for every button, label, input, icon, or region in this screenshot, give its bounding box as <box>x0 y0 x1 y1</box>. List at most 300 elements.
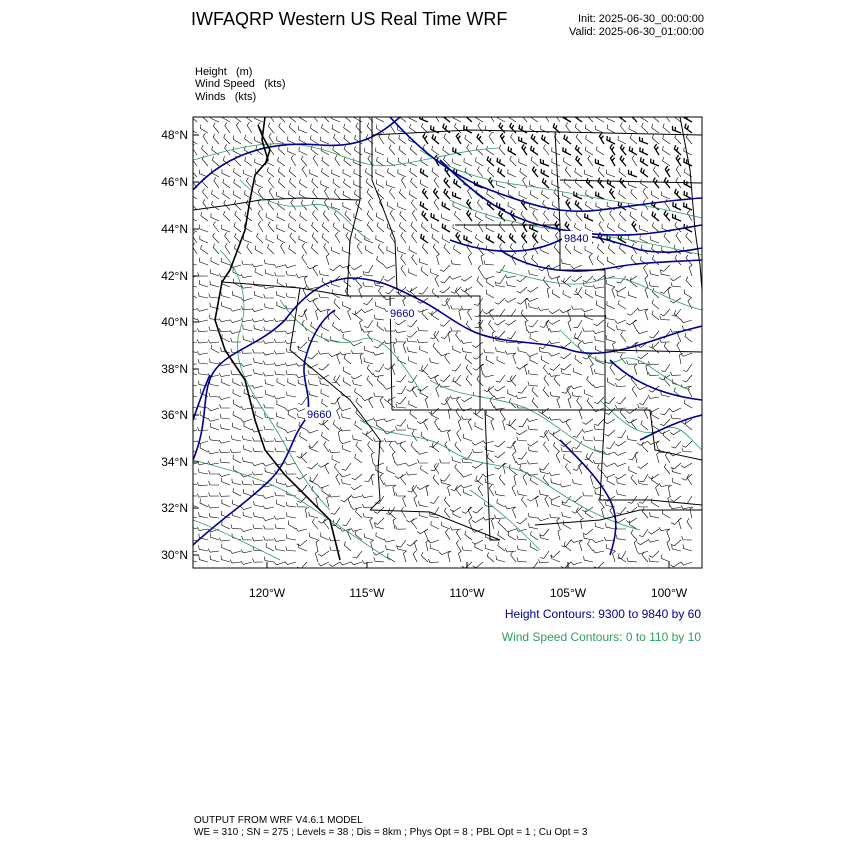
wind-barb <box>629 146 637 155</box>
wind-barb <box>517 558 527 563</box>
wind-barb <box>434 199 439 210</box>
wind-barb <box>213 134 219 144</box>
wind-barb <box>209 492 220 496</box>
wind-barb <box>635 452 638 463</box>
wind-barb <box>503 419 506 430</box>
wind-barb <box>334 464 340 475</box>
wind-barb <box>265 390 274 397</box>
wind-barb <box>549 309 560 314</box>
wind-barb <box>444 178 450 188</box>
wind-barb <box>388 134 395 144</box>
wind-barb <box>444 497 450 507</box>
wind-barb <box>630 134 637 144</box>
wind-barb <box>448 485 451 496</box>
wind-barb <box>522 221 527 232</box>
wind-barb <box>384 539 395 542</box>
wind-barb <box>505 320 516 325</box>
wind-barb <box>411 200 417 211</box>
wind-barb <box>431 224 439 232</box>
wind-barb <box>291 199 296 210</box>
wind-barb <box>396 397 406 404</box>
wind-barb <box>367 222 373 232</box>
wind-barb <box>433 244 439 254</box>
wind-barb <box>441 298 450 306</box>
wind-barb <box>312 486 318 496</box>
wind-barb <box>641 179 649 188</box>
wind-barb <box>436 386 439 397</box>
wind-barb <box>453 192 461 199</box>
wind-barb <box>685 421 692 431</box>
wind-barb <box>651 191 659 199</box>
wind-barb <box>586 201 594 210</box>
wind-barb <box>637 540 648 545</box>
wind-barb <box>542 178 549 188</box>
wind-barb <box>351 375 362 379</box>
wind-barb <box>344 355 351 365</box>
wind-barb <box>241 507 252 510</box>
wind-barb <box>665 166 670 177</box>
wind-barb <box>376 114 384 122</box>
wind-barb <box>198 292 208 298</box>
wind-barb <box>531 134 538 144</box>
wind-barb <box>384 483 395 487</box>
wind-barb <box>327 496 330 507</box>
wind-barb <box>363 513 373 518</box>
wind-barb <box>543 475 549 485</box>
wind-barb <box>296 474 307 479</box>
wind-barb <box>660 339 671 343</box>
wind-barb <box>233 423 241 430</box>
wind-barb <box>597 255 604 265</box>
wind-barb <box>663 146 671 155</box>
wind-barb <box>213 233 219 243</box>
wind-barb <box>596 146 604 155</box>
wind-barb <box>608 244 615 254</box>
wind-barb <box>395 320 406 325</box>
wind-barb <box>200 235 208 243</box>
wind-barb <box>230 550 241 553</box>
wind-barb <box>208 461 219 464</box>
wind-barb <box>234 200 241 210</box>
wind-barb <box>596 202 604 210</box>
wind-barb <box>316 309 319 320</box>
wind-barb <box>543 365 549 376</box>
wind-barb <box>288 521 296 529</box>
wind-barb <box>310 533 318 540</box>
wind-barb <box>496 309 505 316</box>
wind-barb <box>585 124 593 133</box>
wind-barb <box>611 155 616 166</box>
wind-barb <box>400 442 406 452</box>
lat-label: 48°N <box>161 128 188 142</box>
wind-barb <box>610 210 615 221</box>
wind-barb <box>274 264 285 267</box>
wind-barb <box>575 223 583 232</box>
wind-barb <box>340 408 351 411</box>
wind-barb <box>254 501 263 507</box>
wind-barb <box>651 159 659 166</box>
wind-barb <box>486 235 494 244</box>
wind-barb <box>684 114 692 122</box>
wind-barb <box>643 188 648 199</box>
wind-barb <box>465 168 472 177</box>
wind-barb <box>510 156 516 166</box>
wind-barb <box>200 444 208 452</box>
wind-barb <box>267 167 274 177</box>
wind-barb <box>209 381 219 387</box>
wind-barb <box>550 364 560 370</box>
wind-barb <box>583 529 593 535</box>
lat-label: 30°N <box>161 548 188 562</box>
wind-barb <box>278 157 285 166</box>
wind-barb <box>475 157 483 166</box>
wind-barb <box>549 353 560 356</box>
wind-barb <box>431 411 439 419</box>
wind-barb <box>368 331 373 342</box>
wind-barb <box>551 479 560 485</box>
wind-contour <box>450 200 702 255</box>
wind-barb <box>549 340 560 343</box>
wind-barb <box>683 496 692 504</box>
wind-barb <box>433 343 439 353</box>
wind-barb <box>337 353 340 364</box>
wind-barb <box>648 372 659 376</box>
wind-barb <box>400 211 406 221</box>
wind-barb <box>648 539 659 542</box>
wind-barb <box>544 375 549 386</box>
wind-barb <box>398 203 406 210</box>
wind-barb <box>247 122 252 133</box>
wind-barb <box>684 202 692 210</box>
wind-barb <box>390 188 396 199</box>
wind-barb <box>219 449 230 453</box>
wind-barb <box>587 398 593 408</box>
wind-barb <box>275 492 285 496</box>
wind-barb <box>461 474 472 477</box>
wind-barb <box>596 159 605 166</box>
wind-barb <box>276 412 285 419</box>
wind-barb <box>213 123 219 133</box>
wind-barb <box>422 310 428 320</box>
wind-barb <box>299 223 307 232</box>
wind-barb <box>561 562 571 568</box>
wind-barb <box>258 210 263 221</box>
wind-barb <box>532 167 538 178</box>
wind-barb <box>310 124 318 133</box>
wind-barb <box>551 500 560 507</box>
wind-barb <box>607 477 615 485</box>
wind-barb <box>484 349 494 353</box>
wind-barb <box>634 364 637 375</box>
wind-barb <box>395 329 406 332</box>
wind-barb <box>648 361 659 365</box>
wind-barb <box>286 370 296 375</box>
wind-barb <box>630 212 637 221</box>
wind-barb <box>434 463 439 474</box>
wind-barb <box>549 417 560 421</box>
wind-barb <box>407 320 417 327</box>
wind-barb <box>648 474 659 479</box>
wind-barb <box>220 458 230 463</box>
wind-barb <box>552 180 560 188</box>
wind-barb <box>426 485 429 496</box>
plot-title: IWFAQRP Western US Real Time WRF <box>191 9 508 29</box>
wind-barb <box>491 419 494 430</box>
wind-barb <box>285 561 296 564</box>
wind-barb <box>527 298 538 301</box>
wind-barb <box>648 395 659 399</box>
wind-barb <box>576 156 582 166</box>
wind-barb <box>274 516 285 520</box>
wind-barb <box>670 276 681 281</box>
wind-barb <box>683 364 692 371</box>
wind-barb <box>225 144 230 155</box>
wind-barb <box>356 398 362 408</box>
wind-barb <box>517 287 527 293</box>
wind-barb <box>304 276 307 287</box>
wind-barb <box>219 373 230 377</box>
wind-barb <box>243 489 252 496</box>
wind-barb <box>549 320 560 324</box>
wind-barb <box>566 199 571 210</box>
wind-barb <box>412 254 417 265</box>
wind-barb <box>538 518 549 521</box>
wind-barb <box>412 232 417 243</box>
wind-barb <box>421 157 429 166</box>
wind-barb <box>232 512 241 519</box>
wind-barb <box>527 418 538 421</box>
wind-barb <box>461 306 472 310</box>
wind-barb <box>254 358 263 364</box>
wind-barb <box>363 271 373 276</box>
wind-barb <box>688 298 692 309</box>
wind-barb <box>620 145 626 156</box>
wind-barb <box>255 115 263 123</box>
wind-barb <box>257 233 263 243</box>
wind-barb <box>607 125 615 133</box>
wind-barb <box>209 513 219 518</box>
wind-barb <box>197 340 208 344</box>
wind-barb <box>344 145 351 155</box>
wind-barb <box>496 556 505 563</box>
wind-barb <box>486 411 494 419</box>
wind-barb <box>541 169 549 177</box>
wind-barb <box>595 336 604 342</box>
border-mt-nd <box>555 132 560 225</box>
wind-barb <box>477 277 483 287</box>
wind-barb <box>220 404 231 408</box>
wind-barb <box>583 328 594 332</box>
wind-barb <box>496 375 505 382</box>
wind-barb <box>563 147 571 155</box>
wind-barb <box>343 367 351 375</box>
wind-barb <box>343 223 351 232</box>
wind-barb <box>464 158 472 166</box>
wind-barb <box>652 476 659 485</box>
wind-barb <box>499 222 505 232</box>
wind-barb <box>593 385 604 388</box>
wind-barb <box>585 146 593 155</box>
wind-barb <box>456 331 461 342</box>
wind-barb <box>200 499 208 507</box>
wind-barb <box>277 500 285 507</box>
height-contour <box>560 440 616 555</box>
wind-barb <box>222 258 231 265</box>
wind-barb <box>483 309 494 314</box>
wind-barb <box>641 421 648 431</box>
wind-barb <box>377 322 384 331</box>
coastline <box>215 117 340 560</box>
wind-barb <box>224 134 230 144</box>
wind-barb <box>255 158 263 166</box>
wind-barb <box>598 178 604 188</box>
wind-barb <box>489 485 494 496</box>
wind-barb <box>362 504 373 508</box>
wind-barb <box>687 518 692 529</box>
wind-barb <box>561 364 571 370</box>
wind-barb <box>418 459 429 463</box>
wind-barb <box>348 496 351 507</box>
wind-barb <box>617 430 626 438</box>
wind-barb <box>324 243 329 254</box>
wind-barb <box>586 135 593 144</box>
wind-barb <box>588 155 593 166</box>
wind-barb <box>538 307 549 311</box>
wind-barb <box>233 488 241 496</box>
wind-barb <box>465 288 472 298</box>
wind-barb <box>211 257 219 265</box>
wind-barb <box>462 507 472 513</box>
wind-barb <box>685 333 692 342</box>
wind-barb <box>244 422 252 430</box>
wind-barb <box>289 245 296 254</box>
wind-barb <box>297 540 307 546</box>
wind-barb <box>661 270 670 276</box>
wind-barb <box>635 342 638 353</box>
wind-barb <box>289 167 296 177</box>
wind-barb <box>411 442 417 452</box>
wind-barb <box>265 380 274 387</box>
wind-barb <box>514 474 517 485</box>
wind-barb <box>286 470 297 474</box>
wind-barb <box>197 308 208 311</box>
wind-barb <box>615 474 626 479</box>
wind-barb <box>337 408 340 419</box>
wind-barb <box>299 544 307 551</box>
wind-barb <box>579 540 582 551</box>
wind-barb <box>455 464 461 474</box>
wind-barb <box>316 540 319 551</box>
border-nd-sd <box>560 180 702 183</box>
wind-barb <box>243 512 252 518</box>
wind-barb <box>247 243 252 254</box>
wind-barb <box>529 320 538 327</box>
wind-barb <box>241 274 252 277</box>
wind-barb <box>223 179 230 188</box>
wind-barb <box>629 125 637 133</box>
wind-barb <box>225 122 230 133</box>
wind-barb <box>275 546 285 552</box>
wind-barb <box>254 369 264 375</box>
wind-barb <box>432 168 439 177</box>
wind-barb <box>568 397 571 408</box>
wind-barb <box>343 302 351 310</box>
wind-barb <box>676 166 681 177</box>
wind-barb <box>616 397 626 404</box>
wind-barb <box>340 562 351 565</box>
wind-barb <box>562 540 572 547</box>
wind-barb <box>210 533 219 540</box>
wind-barb <box>264 260 274 266</box>
wind-barb <box>500 133 505 144</box>
wind-barb <box>407 425 417 431</box>
wind-barb <box>376 180 384 188</box>
wind-barb <box>289 123 296 133</box>
wind-barb <box>357 243 362 254</box>
wind-barb <box>583 492 593 496</box>
wind-barb <box>517 546 527 552</box>
wind-barb <box>498 234 505 244</box>
wind-barb <box>444 189 450 199</box>
wind-barb <box>593 285 604 289</box>
wind-barb <box>486 126 494 133</box>
wind-barb <box>389 145 395 155</box>
wind-barb <box>442 235 450 243</box>
wind-barb <box>277 235 285 244</box>
wind-barb <box>222 114 230 122</box>
wind-barb <box>454 179 461 188</box>
wind-barb <box>455 442 461 452</box>
lat-label: 38°N <box>161 362 188 376</box>
wind-barb <box>374 557 384 562</box>
wind-barb <box>286 535 296 541</box>
wind-barb <box>549 328 560 332</box>
wind-barb <box>604 463 615 467</box>
wind-barb <box>243 325 252 331</box>
wind-barb <box>380 474 384 485</box>
wind-barb <box>661 364 670 372</box>
wind-barb <box>441 397 450 405</box>
wind-barb <box>388 508 395 518</box>
wind-barb <box>241 550 252 553</box>
wind-barb <box>663 135 670 144</box>
wind-barb <box>605 502 615 508</box>
wind-barb <box>263 495 274 498</box>
wind-barb <box>495 491 505 496</box>
wind-barb <box>403 496 406 507</box>
wind-barb <box>288 223 296 232</box>
wind-barb <box>231 524 241 529</box>
wind-barb <box>417 451 428 454</box>
wind-barb <box>264 536 275 540</box>
wind-barb <box>354 114 362 122</box>
wind-barb <box>477 134 483 144</box>
wind-barb <box>596 346 604 353</box>
wind-barb <box>352 474 362 480</box>
wind-barb <box>621 331 626 342</box>
wind-barb <box>552 289 560 298</box>
wind-barb <box>241 298 252 301</box>
wind-barb <box>689 265 692 276</box>
wind-barb <box>277 279 285 287</box>
wind-barb <box>684 399 692 408</box>
wind-barb <box>670 506 681 509</box>
wind-barb <box>475 543 483 551</box>
wind-barb <box>286 547 296 551</box>
wind-barb <box>571 562 582 565</box>
lat-label: 34°N <box>161 455 188 469</box>
wind-barb <box>465 135 472 144</box>
